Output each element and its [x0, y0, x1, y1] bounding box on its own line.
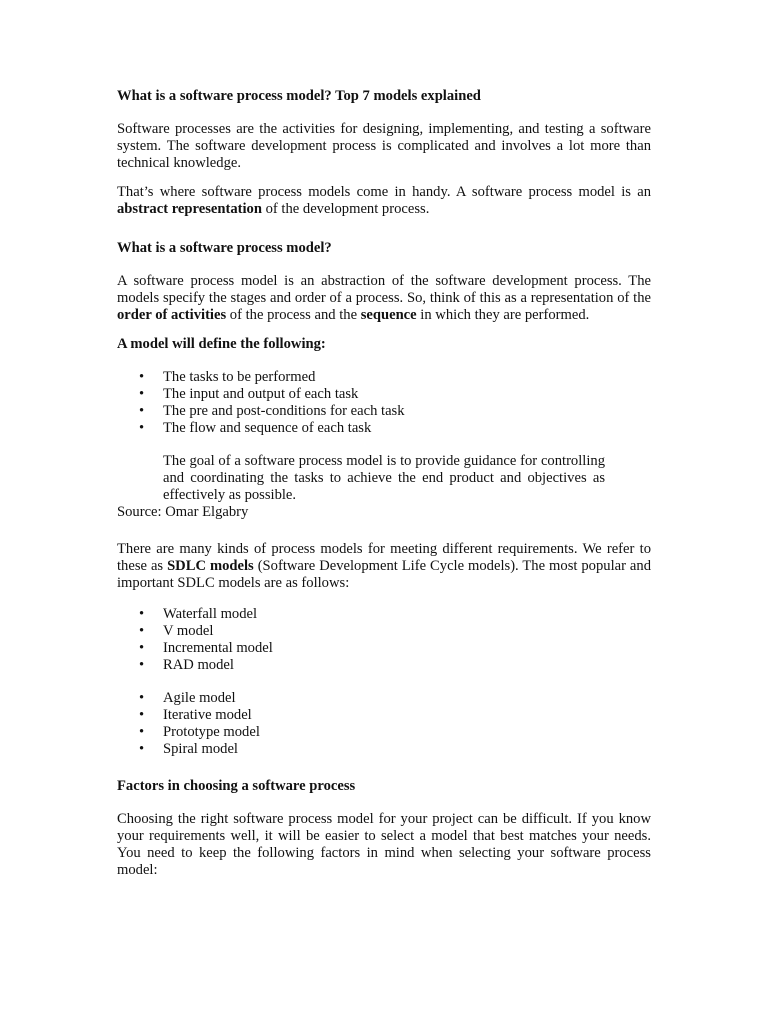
- s1-p2-bold: SDLC models: [167, 558, 254, 574]
- list-item: • RAD model: [163, 657, 651, 674]
- block-quote: The goal of a software process model is to provide guidance for controlling and coordinating the tasks to achieve the end product and objectives as effectively as possible.: [163, 453, 605, 503]
- list-item: • The flow and sequence of each task: [163, 420, 651, 437]
- list-item: • Spiral model: [163, 741, 651, 758]
- intro-paragraph-1: Software processes are the activities for designing, implementing, and testing a software system. The software development process is complicated and involves a lot more than technical knowledge.: [117, 121, 651, 171]
- list-item: • Waterfall model: [163, 606, 651, 623]
- list-item: • The pre and post-conditions for each task: [163, 403, 651, 420]
- intro-p2-bold: abstract representation: [117, 201, 262, 217]
- list-item: • Incremental model: [163, 640, 651, 657]
- document-body: [117, 88, 651, 891]
- section1-paragraph-1: [117, 273, 651, 324]
- s1-p1-text-b: of the process and the: [226, 307, 361, 323]
- list-item: • Agile model: [163, 690, 651, 707]
- s1-p1-bold-2: sequence: [360, 307, 417, 323]
- document-title: What is a software process model? Top 7 models explained: [117, 88, 481, 104]
- list-item: • The input and output of each task: [163, 386, 651, 403]
- models-list-a: [117, 606, 651, 674]
- s1-p1-bold-1: order of activities: [117, 307, 227, 323]
- s1-p1-text-c: in which they are performed.: [416, 307, 590, 323]
- intro-p2-text-b: of the development process.: [261, 201, 430, 217]
- intro-paragraph-2: [117, 184, 651, 218]
- s1-p1-text-a: A software process model is an abstraction of the software development process. The models specify the stages and order of a process. So, think of this as a representation of the: [117, 273, 651, 306]
- s1-p2-text-a: There are many kinds of process models for meeting different requirements. We refer to these as: [117, 541, 651, 574]
- list-item: • V model: [163, 623, 651, 640]
- section2-paragraph-1: Choosing the right software process model for your project can be difficult. If you know your requirements well, it will be easier to select a model that best matches your needs. You need to keep the following factors in mind when selecting your software process model:: [117, 811, 651, 878]
- intro-p2-text-a: That’s where software process models come in handy. A software process model is an: [117, 184, 651, 200]
- s1-p2-text-b: (Software Development Life Cycle models). The most popular and important SDLC models are as follows:: [117, 558, 651, 591]
- section1-paragraph-2: [117, 541, 651, 592]
- list-item: • Iterative model: [163, 707, 651, 724]
- section-heading-factors: Factors in choosing a software process: [117, 778, 356, 794]
- define-list: [117, 369, 651, 437]
- models-list-b: [117, 690, 651, 758]
- list-item: • The tasks to be performed: [163, 369, 651, 386]
- list-item: • Prototype model: [163, 724, 651, 741]
- quote-source: Source: Omar Elgabry: [117, 504, 249, 520]
- define-label: A model will define the following:: [117, 336, 326, 352]
- section-heading-process-model: What is a software process model?: [117, 240, 332, 256]
